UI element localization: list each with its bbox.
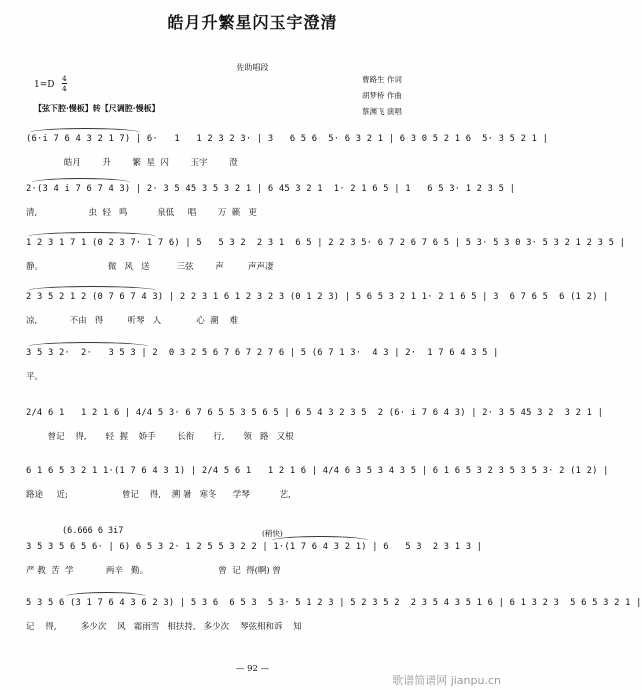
- song-title: 皓月升繁星闪玉宇澄清: [167, 13, 338, 32]
- score-row: [26, 408, 604, 462]
- notation-line: 3 5 3 2· 2· 3 5 3 | 2 0 3 2 5 6 7 6 7 2 7 6 | 5 (6 7 1 3· 4 3 | 2· 1 7 6 4 3 5 |: [26, 348, 499, 358]
- watermark: 歌谱简谱网 jianpu.cn: [392, 674, 501, 687]
- time-signature: [62, 74, 67, 93]
- notation-line: 3 5 3 5 6 5 6· | 6) 6 5 3 2· 1 2 5 5 3 2 2 | 1·(1 7 6 4 3 2 1) | 6 5 3 2 3 1 3 |: [26, 542, 483, 552]
- notation-line: 5 3 5 6 (3 1 7 6 4 3 6 2 3) | 5 3 6 6 5 3 5 3· 5 1 2 3 | 5 2 3 5 2 2 3 5 4 3 5 1 6 | 6 1 3 2 3 5 6 5 3 2 1 |: [26, 598, 642, 608]
- singer-credit: 蔡渊飞 演唱: [362, 107, 402, 116]
- score-row: [26, 598, 642, 652]
- score-row: [26, 292, 609, 346]
- lyric-line: 记 得, 多少次 风 霜雨雪 相扶持, 多少次 琴弦相和诉 知: [26, 622, 302, 632]
- notation-line: (6·i 7 6 4 3 2 1 7) | 6· 1 1 2 3 2 3· | 3 6 5 6 5· 6 3 2 1 | 6 3 0 5 2 1 6 5· 3 5 2 1 |: [26, 134, 549, 144]
- lyric-line: 皓月 升 繁 星 闪 玉宇 澄: [26, 158, 238, 168]
- composer-credit: 胡梦桥 作曲: [362, 91, 402, 100]
- score-row: [26, 466, 609, 520]
- page-number: — 92 —: [235, 664, 270, 674]
- score-row: [26, 238, 626, 292]
- lyric-line: 清, 虫 轻 鸣 泉低 唱 万 籁 更: [26, 208, 257, 218]
- intro-annotation: (6.666 6 3i7: [62, 526, 124, 536]
- notation-line: 2/4 6 1 1 2 1 6 | 4/4 5 3· 6 7 6 5 5 3 5 6 5 | 6 5 4 3 2 3 5 2 (6· i 7 6 4 3) | 2· 3 5 45 3 2 3 2 1 |: [26, 408, 604, 418]
- meter-top: 4: [62, 74, 67, 83]
- score-row: [26, 348, 499, 402]
- notation-line: 1 2 3 1 7 1 (0 2 3 7· 1 7 6) | 5 5 3 2 2 3 1 6 5 | 2 2 3 5· 6 7 2 6 7 6 5 | 5 3· 5 3 0 3· 5 3 2 1 2 3 5 |: [26, 238, 626, 248]
- song-subtitle: 佐助唱段: [236, 63, 269, 72]
- credits: [362, 72, 402, 120]
- lyric-line: 曾记 得, 轻 握 娇手 长衔 行, 领 路 又根: [26, 432, 294, 442]
- notation-line: 6 1 6 5 3 2 1 1·(1 7 6 4 3 1) | 2/4 5 6 1 1 2 1 6 | 4/4 6 3 5 3 4 3 5 | 6 1 6 5 3 2 3 5 3 5 3· 2 (1 2) |: [26, 466, 609, 476]
- lyric-line: 凉, 不由 得 听琴 人 心 潮 难: [26, 316, 238, 326]
- score-row: [26, 542, 488, 596]
- tempo-marking: (稍快): [262, 529, 283, 538]
- meter-bottom: 4: [62, 84, 67, 93]
- key-signature: 1=D: [34, 80, 55, 90]
- lyric-line: 路途 近; 曾记 得, 溯 暑 寒冬 学琴 艺,: [26, 490, 291, 500]
- mode-marking: 【弦下腔·慢板】转【尺调腔·慢板】: [34, 103, 160, 113]
- notation-line: 2·(3 4 i 7 6 7 4 3) | 2· 3 5 45 3 5 3 2 1 | 6 45 3 2 1 1· 2 1 6 5 | 1 6 5 3· 1 2 3 5 |: [26, 184, 516, 194]
- lyric-line: 严 教 苦 学 两辛 勤。 曾 记 得(啊) 曾: [26, 566, 281, 576]
- lyric-line: 静。 微 风 送 三弦 声 声声凄: [26, 262, 274, 272]
- score-row: [26, 184, 516, 238]
- lyricist-credit: 曹路生 作词: [362, 75, 402, 84]
- notation-line: 2 3 5 2 1 2 (0 7 6 7 4 3) | 2 2 3 1 6 1 2 3 2 3 (0 1 2 3) | 5 6 5 3 2 1 1· 2 1 6 5 | 3 6 7 6 5 6 (1 2) |: [26, 292, 609, 302]
- lyric-line: 平。: [26, 372, 44, 382]
